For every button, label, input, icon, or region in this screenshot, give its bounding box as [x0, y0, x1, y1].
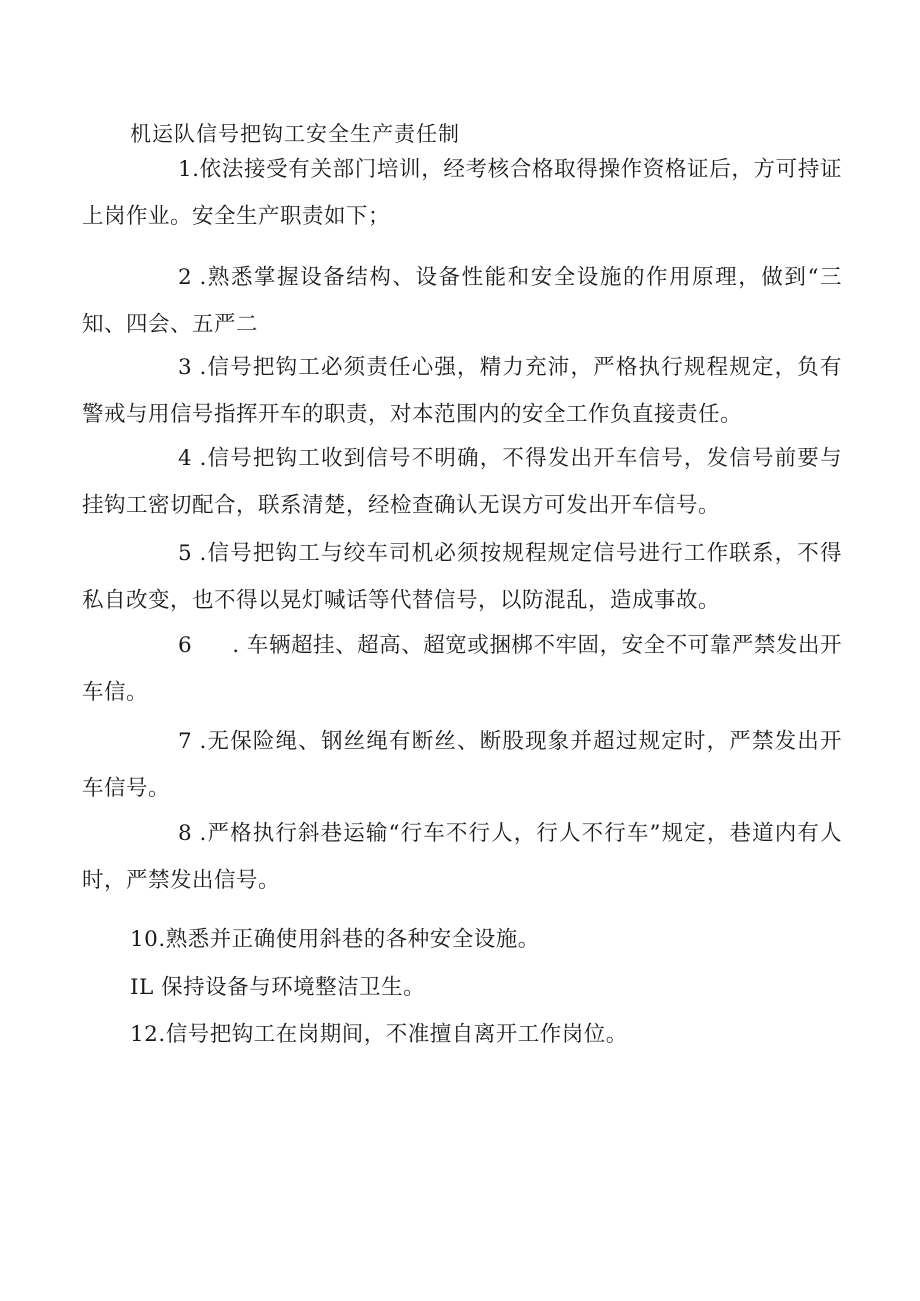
item-12-number: 12.	[130, 1022, 166, 1047]
item-7-number: 7 .	[178, 729, 207, 754]
item-3-number: 3 .	[178, 355, 207, 380]
item-8	[82, 810, 842, 904]
item-5	[82, 530, 842, 624]
document-title: 机运队信号把钩工安全生产责任制	[130, 122, 460, 146]
item-5-number: 5 .	[178, 541, 207, 566]
item-12-text: 信号把钩工在岗期间，不准擅自离开工作岗位。	[165, 1022, 628, 1047]
item-4	[82, 435, 842, 529]
item-12	[130, 1017, 628, 1048]
item-8-number: 8 .	[178, 821, 207, 846]
item-11	[130, 970, 425, 1001]
item-7	[82, 718, 842, 812]
item-7-text: 无保险绳、钢丝绳有断丝、断股现象并超过规定时，严禁发出开车信号。	[82, 729, 842, 801]
item-5-text: 信号把钩工与绞车司机必须按规程规定信号进行工作联系，不得私自改变，也不得以晃灯喊话等代替信号，以防混乱，造成事故。	[82, 541, 842, 613]
item-3-text: 信号把钩工必须责任心强，精力充沛，严格执行规程规定，负有警戒与用信号指挥开车的职责，对本范围内的安全工作负直接责任。	[82, 355, 842, 427]
item-10-number: 10.	[130, 927, 166, 952]
item-1	[82, 146, 842, 240]
item-2	[82, 254, 842, 348]
item-2-number: 2 .	[178, 265, 207, 290]
item-4-text: 信号把钩工收到信号不明确，不得发出开车信号，发信号前要与挂钩工密切配合，联系清楚，经检查确认无误方可发出开车信号。	[82, 446, 842, 518]
item-3	[82, 344, 842, 438]
item-1-number: 1.	[178, 157, 200, 182]
item-2-text: 熟悉掌握设备结构、设备性能和安全设施的作用原理，做到“三知、四会、五严二	[82, 265, 842, 337]
item-1-text: 依法接受有关部门培训，经考核合格取得操作资格证后，方可持证上岗作业。安全生产职责如下；	[82, 157, 842, 229]
item-11-number: IL	[130, 975, 154, 1000]
item-6-number: 6	[178, 633, 193, 658]
item-10-text: 熟悉并正确使用斜巷的各种安全设施。	[165, 927, 540, 952]
item-6-text: . 车辆超挂、超高、超宽或捆梆不牢固，安全不可靠严禁发出开车信。	[82, 633, 842, 705]
item-6	[82, 622, 842, 716]
item-10	[130, 922, 540, 953]
item-8-text: 严格执行斜巷运输“行车不行人，行人不行车”规定，巷道内有人时，严禁发出信号。	[82, 821, 842, 893]
item-4-number: 4 .	[178, 446, 207, 471]
item-11-text: 保持设备与环境整洁卫生。	[161, 975, 426, 1000]
